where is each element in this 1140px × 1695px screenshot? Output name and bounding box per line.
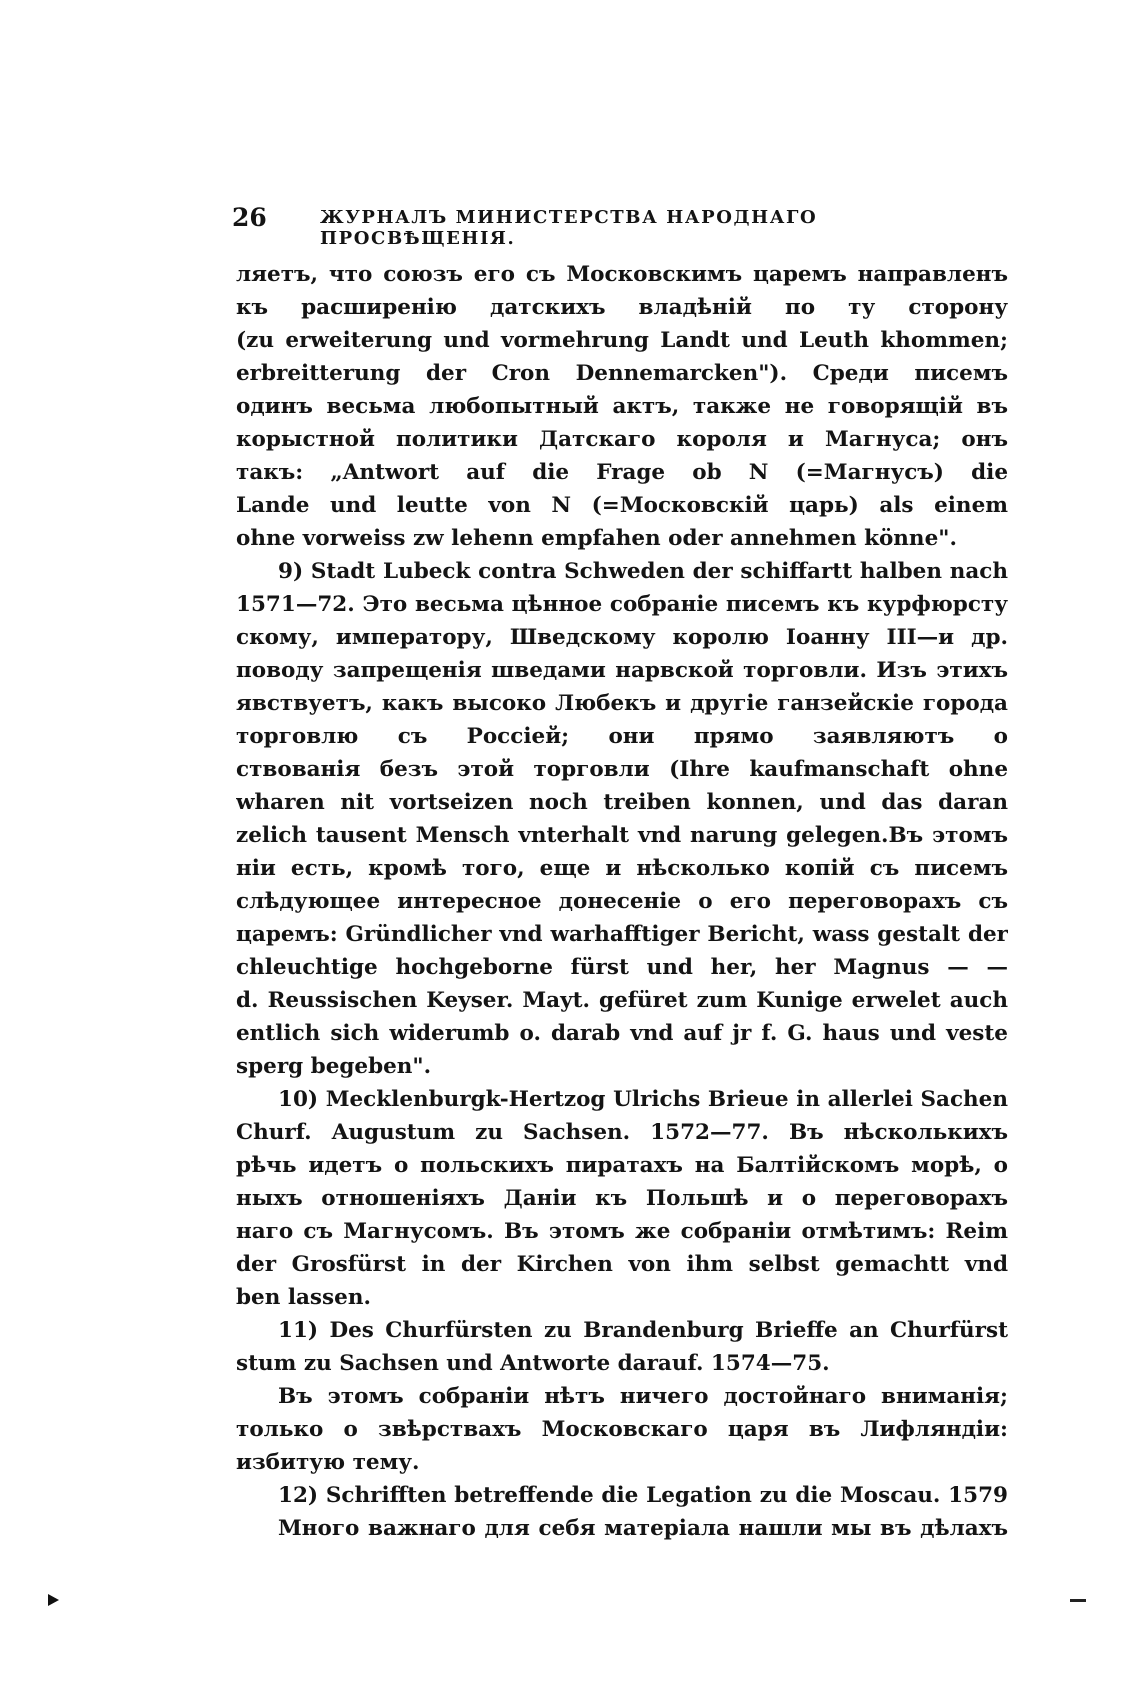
- text-line: только о звѣрствахъ Московскаго царя въ Лифляндіи:: [236, 1417, 1008, 1442]
- text-line: такъ: „Antwort auf die Frage ob N (=Магнусъ) die: [236, 460, 1008, 485]
- body-text: [236, 258, 1008, 1545]
- text-line: одинъ весьма любопытный актъ, также не говорящій въ: [236, 394, 1008, 419]
- text-line: (zu erweiterung und vormehrung Landt und Leuth khommen;: [236, 328, 1008, 353]
- page-number: 26: [232, 203, 267, 232]
- page-header: [232, 203, 1012, 249]
- text-line: zelich tausent Mensch vnterhalt vnd narung gelegen.Въ этомъ: [236, 823, 1008, 848]
- text-line: ніи есть, кромѣ того, еще и нѣсколько копій съ писемъ: [236, 856, 1008, 881]
- text-line: избитую тему.: [236, 1450, 420, 1475]
- text-line: wharen nit vortseizen noch treiben konnen, und das daran: [236, 790, 1008, 815]
- scan-arrow-mark: [48, 1594, 59, 1606]
- text-line: скому, императору, Шведскому королю Іоанну III—и др.: [236, 625, 1008, 650]
- text-line: entlich sich widerumb o. darab vnd auf jr f. G. haus und veste: [236, 1021, 1008, 1046]
- paragraph-start: 12) Schrifften betreffende die Legation zu die Moscau. 1579: [278, 1483, 1008, 1508]
- text-line: корыстной политики Датскаго короля и Магнуса; онъ: [236, 427, 1008, 452]
- scan-dash-mark: [1070, 1599, 1086, 1602]
- text-line: ствованія безъ этой торговли (Ihre kaufmanschaft ohne: [236, 757, 1008, 782]
- text-line: торговлю съ Россіей; они прямо заявляютъ о: [236, 724, 1008, 749]
- text-line: 1571—72. Это весьма цѣнное собраніе писемъ къ курфюрсту: [236, 592, 1008, 617]
- text-line: слѣдующее интересное донесеніе о его переговорахъ съ: [236, 889, 1008, 914]
- paragraph-start: 9) Stadt Lubeck contra Schweden der schiffartt halben nach: [278, 559, 1008, 584]
- running-title: ЖУРНАЛЪ МИНИСТЕРСТВА НАРОДНАГО ПРОСВѢЩЕНІЯ.: [320, 207, 818, 249]
- text-line: chleuchtige hochgeborne fürst und her, her Magnus — —: [236, 955, 1008, 980]
- paragraph-start: Много важнаго для себя матеріала нашли мы въ дѣлахъ: [278, 1516, 1008, 1541]
- text-line: erbreitterung der Cron Dennemarcken"). Среди писемъ: [236, 361, 1008, 386]
- text-line: Churf. Augustum zu Sachsen. 1572—77. Въ нѣсколькихъ: [236, 1120, 1008, 1145]
- text-line: явствуетъ, какъ высоко Любекъ и другіе ганзейскіе города: [236, 691, 1008, 716]
- text-line: ohne vorweiss zw lehenn empfahen oder annehmen könne".: [236, 526, 957, 551]
- text-line: царемъ: Gründlicher vnd warhafftiger Bericht, wass gestalt der: [236, 922, 1008, 947]
- text-line: къ расширенію датскихъ владѣній по ту сторону: [236, 295, 1008, 320]
- text-line: ben lassen.: [236, 1285, 371, 1310]
- text-line: der Grosfürst in der Kirchen von ihm selbst gemachtt vnd: [236, 1252, 1008, 1277]
- text-line: ляетъ, что союзъ его съ Московскимъ царемъ направленъ: [236, 262, 1008, 287]
- paragraph-start: Въ этомъ собраніи нѣтъ ничего достойнаго вниманія;: [278, 1384, 1008, 1409]
- text-line: stum zu Sachsen und Antworte darauf. 1574—75.: [236, 1351, 830, 1376]
- paragraph-start: 11) Des Churfürsten zu Brandenburg Brieffe an Churfürst: [278, 1318, 1008, 1343]
- text-line: sperg begeben".: [236, 1054, 432, 1079]
- text-line: Lande und leutte von N (=Московскій царь) als einem: [236, 493, 1008, 518]
- paragraph-start: 10) Mecklenburgk-Hertzog Ulrichs Brieue in allerlei Sachen: [278, 1087, 1008, 1112]
- text-line: наго съ Магнусомъ. Въ этомъ же собраніи отмѣтимъ: Reim: [236, 1219, 1008, 1244]
- text-line: d. Reussischen Keyser. Mayt. gefüret zum Kunige erwelet auch: [236, 988, 1008, 1013]
- text-line: ныхъ отношеніяхъ Даніи къ Польшѣ и о переговорахъ: [236, 1186, 1008, 1211]
- text-line: рѣчь идетъ о польскихъ пиратахъ на Балтійскомъ морѣ, о: [236, 1153, 1008, 1178]
- text-line: поводу запрещенія шведами нарвской торговли. Изъ этихъ: [236, 658, 1008, 683]
